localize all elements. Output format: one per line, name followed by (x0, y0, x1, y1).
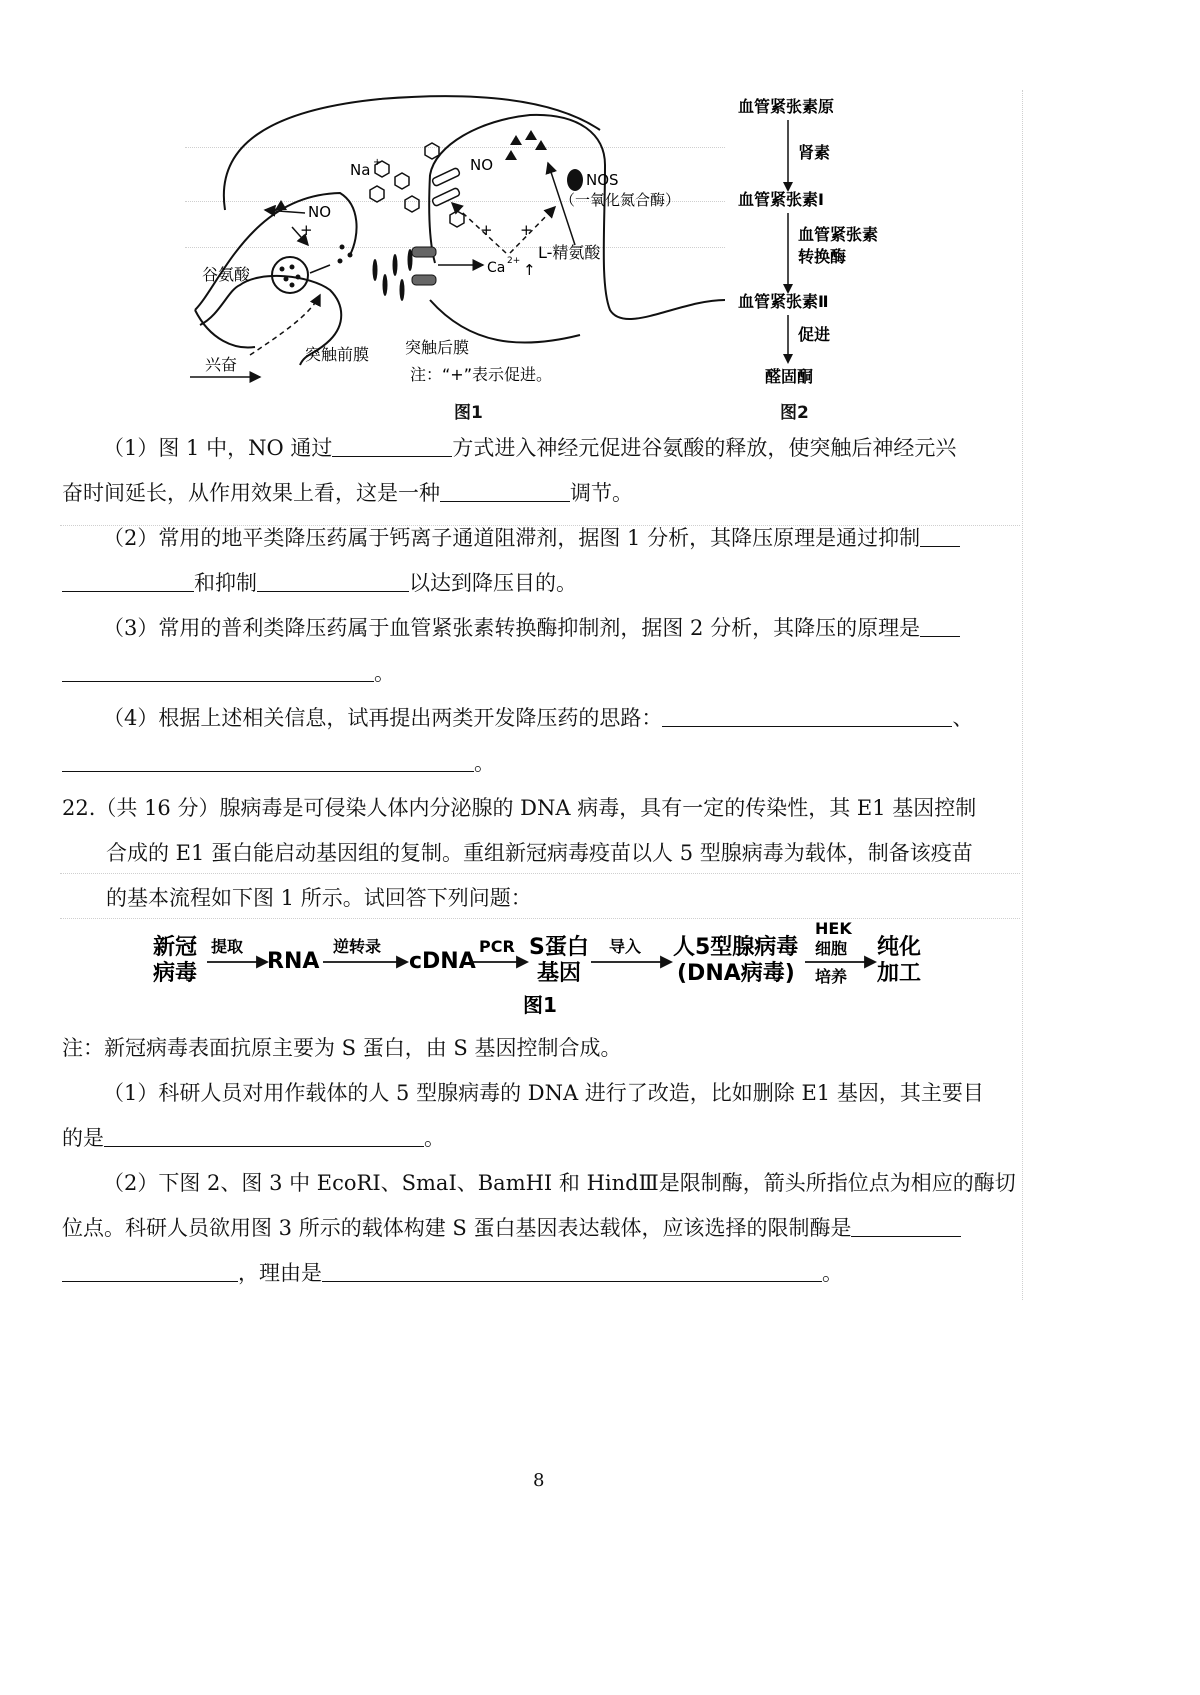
scan-line (60, 873, 1020, 874)
answer-blank[interactable] (332, 436, 452, 457)
q22-intro-line1: 22.（共 16 分）腺病毒是可侵染人体内分泌腺的 DNA 病毒，具有一定的传染性，其 E1 基因控制 (62, 796, 977, 820)
glutamate-label: 谷氨酸 (202, 265, 251, 284)
q21-1-line1: （1）图 1 中，NO 通过 方式进入神经元促进谷氨酸的释放，使突触后神经元兴 (103, 436, 957, 460)
ace-label-line1: 血管紧张素 (798, 225, 879, 244)
neuron-outline (224, 96, 600, 210)
answer-blank[interactable] (104, 1126, 424, 1147)
scan-margin-line (1022, 90, 1023, 1300)
answer-blank[interactable] (62, 751, 474, 772)
renin-label: 肾素 (798, 143, 831, 162)
flow-node-rna: RNA (267, 949, 320, 974)
q21-2-line1: （2）常用的地平类降压药属于钙离子通道阻滞剂，据图 1 分析，其降压原理是通过抑制 (103, 523, 960, 553)
flow-edge-reverse-transcription: 逆转录 (333, 937, 382, 956)
q22-2-line2: 位点。科研人员欲用图 3 所示的载体构建 S 蛋白基因表达载体，应该选择的限制酶是 (62, 1213, 961, 1243)
no-right-label: NO (470, 156, 494, 174)
answer-blank[interactable] (662, 706, 952, 727)
page-number: 8 (533, 1470, 545, 1491)
l-arginine-label: L-精氨酸 (538, 243, 601, 262)
q22-intro-line3: 的基本流程如下图 1 所示。试回答下列问题： (106, 886, 532, 910)
answer-blank[interactable] (440, 481, 570, 502)
flow-edge-hek: HEK (815, 919, 852, 938)
flow-edge-extract: 提取 (211, 937, 244, 956)
q22-intro-line2: 合成的 E1 蛋白能启动基因组的复制。重组新冠病毒疫苗以人 5 型腺病毒为载体，制备该疫苗 (106, 841, 973, 865)
vaccine-flowchart (145, 918, 945, 1028)
flowchart-caption: 图1 (523, 993, 557, 1017)
flow-edge-hek: 细胞 (815, 939, 848, 958)
plus-sign: + (300, 221, 313, 239)
q22-1-line2: 的是 。 (62, 1126, 445, 1150)
figure1-caption: 图1 (454, 403, 483, 423)
plus-sign: + (480, 221, 493, 239)
plus-sign: + (520, 221, 533, 239)
presynaptic-membrane-label: 突触前膜 (305, 345, 370, 364)
figure2-caption: 图2 (780, 403, 809, 423)
answer-blank[interactable] (62, 1261, 238, 1282)
synapse-diagram (180, 85, 740, 385)
flow-node-adenovirus: 人5型腺病毒 (673, 935, 799, 960)
ace-label-line2: 转换酶 (798, 247, 847, 266)
answer-blank[interactable] (851, 1216, 961, 1237)
flow-edge-pcr: PCR (479, 937, 515, 956)
flow-node-s-gene: 基因 (537, 961, 582, 986)
q22-2-line3: ，理由是 。 (62, 1258, 843, 1288)
ca-label: Ca (487, 260, 506, 276)
nos-label: NOS (586, 171, 619, 189)
nos-name-label: （一氧化氮合酶） (560, 191, 681, 209)
angiotensinogen-node: 血管紧张素原 (738, 97, 835, 116)
answer-blank[interactable] (62, 571, 194, 592)
angiotensin-1-node: 血管紧张素Ⅰ (738, 190, 824, 209)
answer-blank[interactable] (920, 526, 960, 547)
q21-3-line1: （3）常用的普利类降压药属于血管紧张素转换酶抑制剂，据图 2 分析，其降压的原理是 (103, 613, 960, 643)
answer-blank[interactable] (257, 571, 409, 592)
raas-flow-diagram (730, 90, 900, 390)
excitation-label: 兴奋 (205, 355, 238, 374)
figure1-note: 注：“+”表示促进。 (410, 365, 552, 384)
na-label: Na (350, 161, 371, 179)
q21-1-line2: 奋时间延长，从作用效果上看，这是一种 调节。 (62, 481, 633, 505)
na-superscript: + (373, 157, 382, 168)
q21-4-line1: （4）根据上述相关信息，试再提出两类开发降压药的思路： 、 (103, 706, 974, 730)
flow-node-sars-cov-2: 病毒 (153, 961, 198, 986)
postsynaptic-membrane-label: 突触后膜 (405, 338, 470, 357)
q21-4-line2: 。 (62, 748, 495, 778)
aldosterone-node: 醛固酮 (765, 367, 814, 386)
q21-2-line2: 和抑制 以达到降压目的。 (62, 568, 577, 598)
postsynaptic-outline (430, 115, 725, 319)
angiotensin-2-node: 血管紧张素Ⅱ (738, 292, 829, 311)
no-left-label: NO (308, 203, 332, 221)
q22-note: 注：新冠病毒表面抗原主要为 S 蛋白，由 S 基因控制合成。 (62, 1036, 622, 1060)
flow-node-s-gene: S蛋白 (529, 935, 589, 960)
answer-blank[interactable] (920, 616, 960, 637)
flow-node-purify: 加工 (877, 961, 922, 986)
answer-blank[interactable] (322, 1261, 822, 1282)
flow-edge-hek: 培养 (815, 967, 848, 986)
q22-2-line1: （2）下图 2、图 3 中 EcoRI、SmaI、BamHI 和 HindⅢ是限制酶，箭头所指位点为相应的酶切 (103, 1171, 1016, 1195)
flow-node-cdna: cDNA (409, 949, 476, 974)
q22-1-line1: （1）科研人员对用作载体的人 5 型腺病毒的 DNA 进行了改造，比如删除 E1 基因，其主要目 (103, 1081, 984, 1105)
flow-node-sars-cov-2: 新冠 (153, 935, 198, 960)
ca-arrow: ↑ (523, 261, 536, 279)
flow-node-purify: 纯化 (877, 935, 922, 960)
ca-superscript: 2+ (507, 256, 521, 266)
answer-blank[interactable] (62, 661, 374, 682)
promote-label: 促进 (798, 325, 831, 344)
flow-node-adenovirus: (DNA病毒) (677, 961, 795, 986)
q21-3-line2: 。 (62, 658, 395, 688)
flow-edge-import: 导入 (609, 937, 642, 956)
